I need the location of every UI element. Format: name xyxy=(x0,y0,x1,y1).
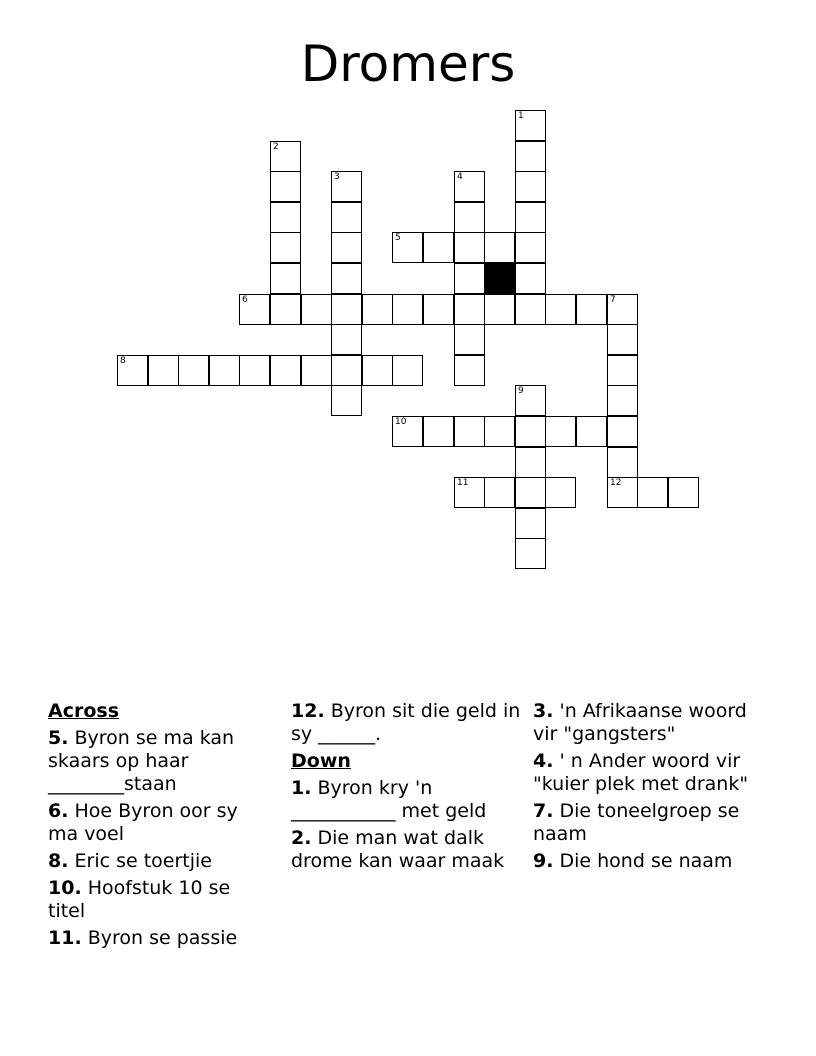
clues-column-2 xyxy=(291,700,521,877)
grid-cell[interactable] xyxy=(423,416,454,447)
cell-number: 12 xyxy=(610,478,622,488)
grid-cell[interactable] xyxy=(331,294,362,325)
grid-cell[interactable] xyxy=(515,538,546,569)
grid-cell[interactable] xyxy=(331,232,362,263)
grid-cell[interactable] xyxy=(607,324,638,355)
down-heading: Down xyxy=(291,750,351,772)
grid-cell[interactable] xyxy=(117,355,148,386)
grid-cell[interactable] xyxy=(270,263,301,294)
grid-cell[interactable] xyxy=(331,385,362,416)
grid-cell[interactable] xyxy=(515,477,546,508)
grid-cell[interactable] xyxy=(515,232,546,263)
grid-cell[interactable] xyxy=(270,171,301,202)
clue-across-11: 11. Byron se passie xyxy=(48,927,238,949)
cell-number: 9 xyxy=(518,386,524,396)
grid-cell[interactable] xyxy=(362,355,393,386)
grid-cell[interactable] xyxy=(392,355,423,386)
grid-cell[interactable] xyxy=(515,416,546,447)
clues-column-1 xyxy=(48,700,268,954)
grid-cell[interactable] xyxy=(515,447,546,478)
grid-cell[interactable] xyxy=(454,232,485,263)
grid-cell[interactable] xyxy=(454,263,485,294)
grid-cell[interactable] xyxy=(423,232,454,263)
cell-number: 10 xyxy=(395,417,407,427)
clue-down-3: 3. 'n Afrikaanse woord vir "gangsters" xyxy=(533,700,747,745)
clue-down-7: 7. Die toneelgroep se naam xyxy=(533,800,740,845)
clue-down-1: 1. Byron kry 'n ___________ met geld xyxy=(291,777,487,822)
cell-number: 8 xyxy=(120,356,126,366)
grid-cell[interactable] xyxy=(576,294,607,325)
grid-cell[interactable] xyxy=(607,294,638,325)
grid-cell[interactable] xyxy=(148,355,179,386)
clue-across-6: 6. Hoe Byron oor sy ma voel xyxy=(48,800,238,845)
grid-cell[interactable] xyxy=(270,232,301,263)
clue-down-4: 4. ' n Ander woord vir "kuier plek met drank" xyxy=(533,750,749,795)
grid-cell[interactable] xyxy=(423,294,454,325)
grid-cell[interactable] xyxy=(239,294,270,325)
clue-across-12: 12. Byron sit die geld in sy ______. xyxy=(291,700,521,745)
grid-cell[interactable] xyxy=(484,416,515,447)
grid-cell[interactable] xyxy=(301,294,332,325)
grid-cell[interactable] xyxy=(239,355,270,386)
grid-cell[interactable] xyxy=(454,416,485,447)
cell-number: 2 xyxy=(273,142,279,152)
grid-cell[interactable] xyxy=(484,294,515,325)
grid-cell[interactable] xyxy=(576,416,607,447)
grid-cell[interactable] xyxy=(607,355,638,386)
grid-cell[interactable] xyxy=(270,202,301,233)
grid-cell[interactable] xyxy=(515,294,546,325)
grid-cell[interactable] xyxy=(607,447,638,478)
grid-cell[interactable] xyxy=(454,324,485,355)
grid-cell[interactable] xyxy=(668,477,699,508)
grid-cell[interactable] xyxy=(331,324,362,355)
across-heading: Across xyxy=(48,700,120,722)
grid-cell[interactable] xyxy=(515,141,546,172)
grid-cell[interactable] xyxy=(331,202,362,233)
cell-number: 5 xyxy=(395,233,401,243)
grid-cell[interactable] xyxy=(209,355,240,386)
grid-cell[interactable] xyxy=(392,416,423,447)
cell-number: 11 xyxy=(457,478,469,488)
grid-cell[interactable] xyxy=(515,110,546,141)
grid-cell[interactable] xyxy=(454,355,485,386)
grid-cell[interactable] xyxy=(270,141,301,172)
black-square xyxy=(484,263,515,294)
grid-cell[interactable] xyxy=(607,477,638,508)
grid-cell[interactable] xyxy=(515,202,546,233)
cell-number: 4 xyxy=(457,172,463,182)
grid-cell[interactable] xyxy=(515,263,546,294)
grid-cell[interactable] xyxy=(392,232,423,263)
grid-cell[interactable] xyxy=(484,232,515,263)
grid-cell[interactable] xyxy=(454,202,485,233)
clue-across-5: 5. Byron se ma kan skaars op haar ________staan xyxy=(48,727,235,795)
grid-cell[interactable] xyxy=(637,477,668,508)
puzzle-title: Dromers xyxy=(300,35,516,93)
grid-cell[interactable] xyxy=(270,294,301,325)
grid-cell[interactable] xyxy=(454,294,485,325)
grid-cell[interactable] xyxy=(331,355,362,386)
grid-cell[interactable] xyxy=(454,477,485,508)
grid-cell[interactable] xyxy=(270,355,301,386)
grid-cell[interactable] xyxy=(545,294,576,325)
grid-cell[interactable] xyxy=(515,385,546,416)
grid-cell[interactable] xyxy=(607,416,638,447)
grid-cell[interactable] xyxy=(454,171,485,202)
grid-cell[interactable] xyxy=(301,355,332,386)
cell-number: 3 xyxy=(334,172,340,182)
clue-down-9: 9. Die hond se naam xyxy=(533,850,733,872)
grid-cell[interactable] xyxy=(515,171,546,202)
clue-across-10: 10. Hoofstuk 10 se titel xyxy=(48,877,231,922)
grid-cell[interactable] xyxy=(331,263,362,294)
cell-number: 1 xyxy=(518,111,524,121)
clue-down-2: 2. Die man wat dalk drome kan waar maak xyxy=(291,827,505,872)
grid-cell[interactable] xyxy=(331,171,362,202)
clue-across-8: 8. Eric se toertjie xyxy=(48,850,212,872)
cell-number: 7 xyxy=(610,295,616,305)
grid-cell[interactable] xyxy=(392,294,423,325)
grid-cell[interactable] xyxy=(607,385,638,416)
grid-cell[interactable] xyxy=(362,294,393,325)
grid-cell[interactable] xyxy=(484,477,515,508)
grid-cell[interactable] xyxy=(515,508,546,539)
grid-cell[interactable] xyxy=(545,477,576,508)
clues-column-3 xyxy=(533,700,773,877)
grid-cell[interactable] xyxy=(545,416,576,447)
cell-number: 6 xyxy=(242,295,248,305)
grid-cell[interactable] xyxy=(178,355,209,386)
